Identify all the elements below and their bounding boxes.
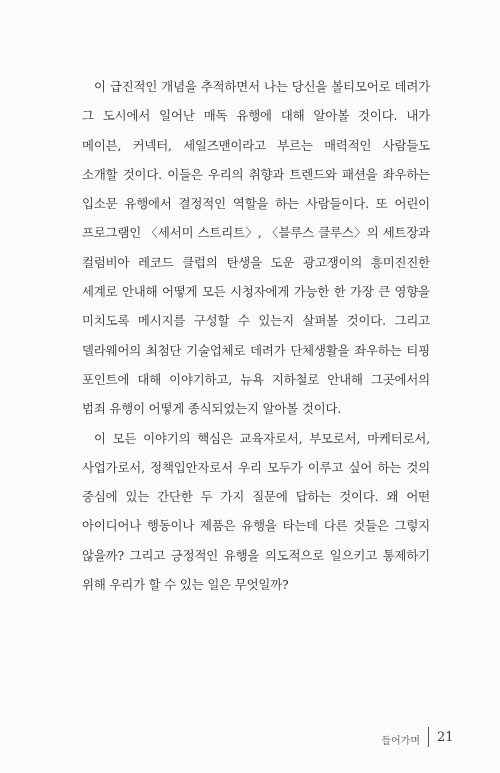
running-head: 들어가며: [381, 736, 420, 747]
folio-divider: [428, 727, 429, 747]
body-text: [82, 72, 430, 599]
paragraph-2: 이 모든 이야기의 핵심은 교육자로서, 부모로서, 마케터로서, 사업가로서, 정책입안자로서 우리 모두가 이루고 싶어 하는 것의 중심에 있는 간단한 두 가지 질문에 답하는 것이다. 왜 어떤 아이디어나 행동이나 제품은 유행을 타는데 다른 것들은 그렇지 않을까? 그리고 긍정적인 유행을 의도적으로 일으키고 통제하기 위해 우리가 할 수 있는 일은 무엇일까?: [82, 430, 430, 593]
page-number: 21: [437, 730, 454, 745]
paragraph-1: 이 급진적인 개념을 추적하면서 나는 당신을 볼티모어로 데려가 그 도시에서 일어난 매독 유행에 대해 알아볼 것이다. 내가 메이븐, 커넥터, 세일즈맨이라고 부르는 매력적인 사람들도 소개할 것이다. 이들은 우리의 취향과 트렌드와 패션을 좌우하는 입소문 유행에서 결정적인 역할을 하는 사람들이다. 또 어린이 프로그램인 〈세서미 스트리트〉, 〈블루스 클루스〉의 세트장과 컬럼비아 레코드 클럽의 탄생을 도운 광고쟁이의 흥미진진한 세계로 안내해 어떻게 모든 시청자에게 가능한 한 가장 큰 영향을 미치도록 메시지를 구성할 수 있는지 살펴볼 것이다. 그리고 델라웨어의 최첨단 기술업체로 데려가 단체생활을 좌우하는 티핑 포인트에 대해 이야기하고, 뉴욕 지하철로 안내해 그곳에서의 범죄 유행이 어떻게 종식되었는지 알아볼 것이다.: [82, 79, 430, 417]
